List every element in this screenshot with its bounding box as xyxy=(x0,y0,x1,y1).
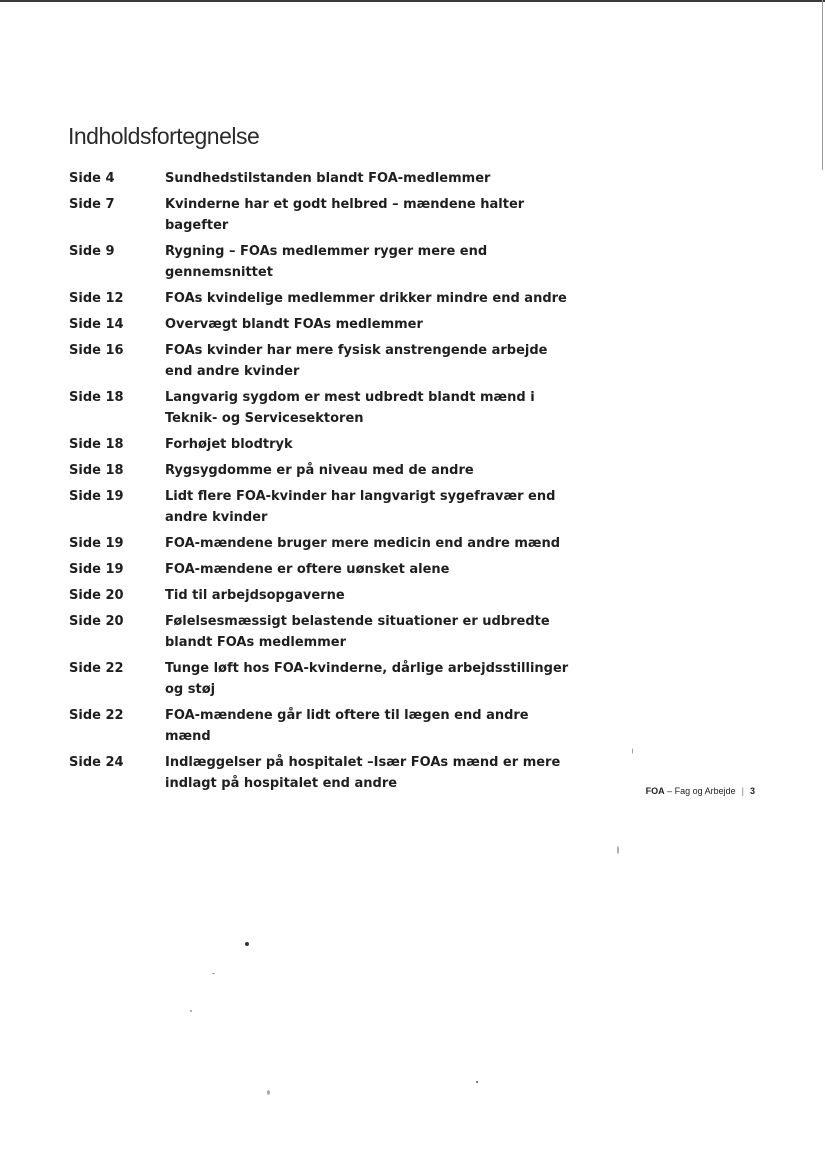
toc-entry xyxy=(69,387,569,429)
toc-page-number: Side 18 xyxy=(69,437,124,452)
toc-entry-title: FOAs kvindelige medlemmer drikker mindre end andre xyxy=(165,291,567,306)
toc-entry xyxy=(69,434,569,455)
toc-entry xyxy=(69,705,569,747)
toc-page-number: Side 7 xyxy=(69,197,115,212)
toc-entry-title: Tunge løft hos FOA-kvinderne, dårlige arbejdsstillinger og støj xyxy=(165,661,569,697)
toc-page-number: Side 16 xyxy=(69,343,124,358)
toc-entry-title: Langvarig sygdom er mest udbredt blandt mænd i Teknik- og Servicesektoren xyxy=(165,390,535,426)
toc-entry xyxy=(69,559,569,580)
toc-entry-title: Indlæggelser på hospitalet –Især FOAs mænd er mere indlagt på hospitalet end andre xyxy=(165,755,561,791)
footer-dash: – xyxy=(664,786,675,796)
toc-entry-title: Rygsygdomme er på niveau med de andre xyxy=(165,463,474,478)
toc-entry xyxy=(69,658,569,700)
toc-page-number: Side 18 xyxy=(69,390,124,405)
toc-entry-title: FOA-mændene er oftere uønsket alene xyxy=(165,562,450,577)
toc-page-number: Side 19 xyxy=(69,536,124,551)
scan-top-edge xyxy=(0,0,825,2)
toc-entry-title: FOAs kvinder har mere fysisk anstrengende arbejde end andre kvinder xyxy=(165,343,548,379)
toc-entry-title: Overvægt blandt FOAs medlemmer xyxy=(165,317,423,332)
page-title: Indholdsfortegnelse xyxy=(68,123,260,149)
scan-right-edge xyxy=(822,0,823,170)
page-footer xyxy=(560,786,755,796)
scan-speck xyxy=(245,942,249,946)
toc-entry-title: Rygning – FOAs medlemmer ryger mere end gennemsnittet xyxy=(165,244,488,280)
toc-page-number: Side 20 xyxy=(69,614,124,629)
toc-page-number: Side 4 xyxy=(69,171,115,186)
toc-page-number: Side 22 xyxy=(69,661,124,676)
toc-entry xyxy=(69,533,569,554)
toc-entry xyxy=(69,340,569,382)
toc-entry xyxy=(69,288,569,309)
footer-page-number: 3 xyxy=(749,786,755,796)
toc-entry xyxy=(69,752,569,794)
scan-speck xyxy=(632,748,633,754)
toc-entry xyxy=(69,168,569,189)
toc-page-number: Side 19 xyxy=(69,562,124,577)
toc-entry-title: Tid til arbejdsopgaverne xyxy=(165,588,345,603)
footer-separator: | xyxy=(741,786,744,796)
toc-entry-title: Forhøjet blodtryk xyxy=(165,437,293,452)
toc-entry xyxy=(69,460,569,481)
scan-speck xyxy=(617,846,619,854)
scan-speck xyxy=(267,1090,270,1095)
footer-org: FOA xyxy=(645,786,665,796)
toc-entry xyxy=(69,241,569,283)
toc-page-number: Side 12 xyxy=(69,291,124,306)
toc-page-number: Side 22 xyxy=(69,708,124,723)
footer-subtitle: Fag og Arbejde xyxy=(674,786,736,796)
toc-page-number: Side 14 xyxy=(69,317,124,332)
toc-entry-title: FOA-mændene bruger mere medicin end andre mænd xyxy=(165,536,561,551)
toc-entry-title: Lidt flere FOA-kvinder har langvarigt sygefravær end andre kvinder xyxy=(165,489,556,525)
toc-entry xyxy=(69,585,569,606)
toc-entry xyxy=(69,194,569,236)
toc-entry-title: Sundhedstilstanden blandt FOA-medlemmer xyxy=(165,171,491,186)
toc-page-number: Side 9 xyxy=(69,244,115,259)
toc-entry-title: Kvinderne har et godt helbred – mændene halter bagefter xyxy=(165,197,525,233)
scan-speck xyxy=(476,1081,478,1083)
scan-speck xyxy=(190,1010,192,1012)
toc-page-number: Side 20 xyxy=(69,588,124,603)
toc-page-number: Side 18 xyxy=(69,463,124,478)
scan-speck xyxy=(212,973,215,974)
toc-entry xyxy=(69,611,569,653)
toc-entry-title: FOA-mændene går lidt oftere til lægen end andre mænd xyxy=(165,708,529,744)
toc-list xyxy=(69,168,569,799)
toc-page-number: Side 24 xyxy=(69,755,124,770)
toc-page-number: Side 19 xyxy=(69,489,124,504)
toc-entry xyxy=(69,314,569,335)
toc-entry-title: Følelsesmæssigt belastende situationer er udbredte blandt FOAs medlemmer xyxy=(165,614,550,650)
toc-entry xyxy=(69,486,569,528)
